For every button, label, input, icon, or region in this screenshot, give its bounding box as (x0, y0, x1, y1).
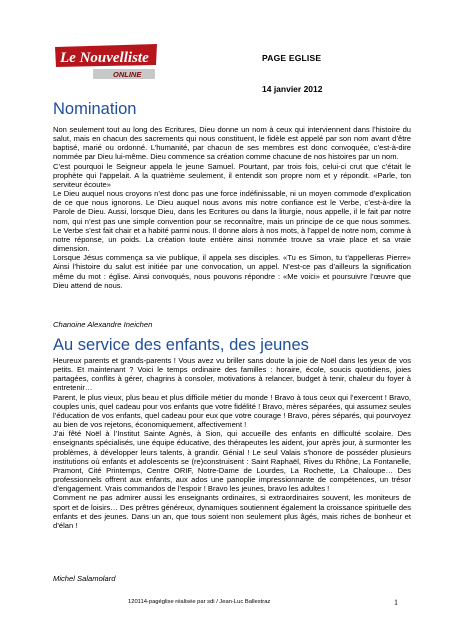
paragraph: C’est pourquoi le Seigneur appela le jeune Samuel. Pourtant, par trois fois, celui-ci crut que c’était le prophète qui l’appelait. A la quatrième seulement, il entendit son propre nom et y répondit. «Parle, ton serviteur écoute» (53, 161, 411, 189)
paragraph: Comment ne pas admirer aussi les enseignants ordinaires, si extraordinaires souvent, les moniteurs de sport et de loisirs… Des prêtres généreux, dynamiques soutiennent également la croissance spirituelle des enfants et des jeunes. Dans un an, que tous soient non seulement plus âgés, mais riches de bonheur et d’élan ! (53, 493, 411, 530)
section-title-service: Au service des enfants, des jeunes (53, 336, 309, 354)
footer-credit: 120114-pagéglise réalisée par sdi / Jean-Luc Ballestraz (128, 599, 271, 605)
service-body (53, 356, 411, 530)
publication-date: 14 janvier 2012 (262, 84, 323, 94)
paragraph: Parent, le plus vieux, plus beau et plus difficile métier du monde ! Bravo à tous ceux qui l’exercent ! Bravo, couples unis, quel cadeau pour vos enfants que votre fidélité ! Bravo, mères séparées, qui assumez seules l’éducation de vos enfants, quel cadeau pour eux que votre courage ! Bravo, pères séparés, qui pourvoyez au bien de vos rejetons, économiquement, affectivement ! (53, 392, 411, 430)
author-signature: Chanoine Alexandre Ineichen (53, 320, 153, 329)
section-title-nomination: Nomination (53, 100, 137, 118)
paragraph: Lorsque Jésus commença sa vie publique, il appela ses disciples. «Tu es Simon, tu t’appelleras Pierre» Ainsi l’histoire du salut est initiée par une convocation, un appel. N’est-ce pas d’ailleurs la signification même du mot : église. Ainsi convoqués, nous pouvons répondre : «Me voici» et poursuivre l’œuvre que Dieu attend de nous. (53, 253, 411, 290)
paragraph: Heureux parents et grands-parents ! Vous avez vu briller sans doute la joie de Noël dans les yeux de vos petits. Et maintenant ? Voici le temps ordinaire des familles : horaire, école, soucis quotidiens, joies partagées, conflits à gérer, chagrins à consoler, motivations à relancer, budget à tenir, chaleur du foyer à entretenir… (53, 356, 411, 393)
page-label: PAGE EGLISE (262, 53, 322, 63)
author-signature: Michel Salamolard (53, 574, 116, 583)
logo-main-text: Le Nouvelliste (60, 50, 149, 66)
newspaper-logo (53, 43, 159, 83)
paragraph: Le Dieu auquel nous croyons n’est donc pas une force indéfinissable, ni un moyen commode d’explication de ce que nous ignorons. Le Dieu auquel nous avons mis notre confiance est le Verbe, c’est-à-dire la Parole de Dieu. Aussi, lorsque Dieu, dans les Ecritures ou dans la liturgie, nous appelle, il le fait par notre nom, qui n’est pas une simple convention pour se reconnaître, mais un principe de ce que nous sommes. Le Verbe s’est fait chair et a habité parmi nous. Il donne alors à nos mots, à l’appel de notre nom, comme à notre réponse, un poids. La création toute entière ainsi nommée trouve sa vraie place et sa vraie dimension. (53, 189, 411, 254)
logo-sub-text: ONLINE (113, 70, 142, 79)
nomination-body (53, 125, 411, 290)
paragraph: Non seulement tout au long des Ecritures, Dieu donne un nom à ceux qui interviennent dans l’histoire du salut, mais en chacun des sacrements qui nous constituent, le fidèle est appelé par son nom avant d’être baptisé, marié ou ordonné. L’humanité, par chacun de ses membres est donc convoquée, c’est-à-dire nommée par Dieu lui-même. Dieu commence sa création comme chacune de nos histoires par un nom. (53, 125, 411, 162)
paragraph: J’ai fêté Noël à l’Institut Sainte Agnès, à Sion, qui accueille des enfants en difficulté scolaire. Des enseignants spécialisés, une équipe éducative, des thérapeutes les aident, jour après jour, à surmonter les problèmes, à développer leurs talents, à grandir. Génial ! Le seul Valais s’honore de posséder plusieurs institutions où enfants et adolescents se (re)construisent : Saint Raphaël, Rives du Rhône, La Fontanelle, Pramont, Cité Printemps, Centre ORIF, Notre-Dame de Lourdes, La Rochette, La Chaloupe… Des professionnels offrent aux enfants, aux ados une panoplie impressionnante de compétences, un trésor d’engagement. Vrais commandos de l’espoir ! Bravo les jeunes, bravo les adultes ! (53, 429, 411, 494)
page-number: 1 (394, 598, 398, 607)
